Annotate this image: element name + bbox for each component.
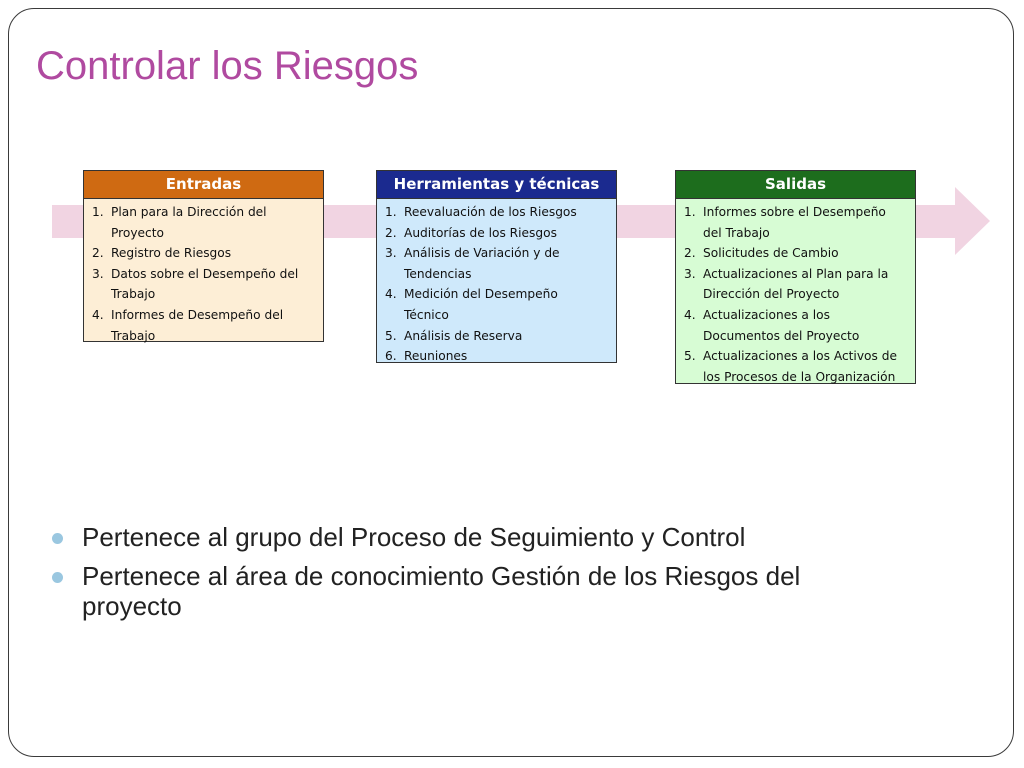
- box-salidas: [675, 170, 916, 384]
- list-item-number: 1.: [684, 205, 696, 219]
- list-item: [684, 202, 909, 243]
- list-item-line: Plan para la Dirección del: [111, 205, 267, 219]
- box-herramientas-header: Herramientas y técnicas: [377, 171, 616, 199]
- list-item-text: [703, 264, 909, 305]
- list-item-text: [111, 243, 317, 264]
- list-item-line: del Trabajo: [703, 225, 770, 240]
- list-item-text: [404, 223, 610, 244]
- list-item-number: 2.: [92, 246, 104, 261]
- slide-title: Controlar los Riesgos: [36, 44, 419, 88]
- list-item-line: Trabajo: [111, 287, 156, 302]
- list-item-line: Actualizaciones a los Activos de: [703, 349, 897, 364]
- list-item-line: Registro de Riesgos: [111, 246, 232, 261]
- bullet-text: Pertenece al grupo del Proceso de Seguimiento y Control: [82, 522, 746, 552]
- list-item-number: 1.: [92, 205, 104, 219]
- list-item-text: [111, 264, 317, 305]
- list-item-number: 4.: [385, 287, 397, 302]
- list-item: [385, 202, 610, 223]
- box-salidas-list: [676, 199, 915, 390]
- box-entradas-header: Entradas: [84, 171, 323, 199]
- list-item-number: 6.: [385, 349, 397, 364]
- list-item-text: [404, 326, 610, 347]
- list-item-text: [703, 202, 909, 243]
- list-item-number: 2.: [684, 246, 696, 261]
- list-item-line: Reevaluación de los Riesgos: [404, 205, 577, 219]
- list-item-line: Medición del Desempeño: [404, 287, 558, 302]
- bullet-item: [52, 561, 952, 621]
- list-item-text: [111, 305, 317, 346]
- list-item: [92, 202, 317, 243]
- list-item: [92, 264, 317, 305]
- list-item-line: Actualizaciones al Plan para la: [703, 266, 889, 281]
- list-item: [92, 305, 317, 346]
- list-item-number: 4.: [92, 307, 104, 322]
- bullet-text: Pertenece al área de conocimiento Gestión de los Riesgos del: [82, 561, 801, 591]
- list-item-text: [404, 243, 610, 284]
- list-item: [385, 284, 610, 325]
- list-item: [385, 346, 610, 367]
- list-item-line: Solicitudes de Cambio: [703, 246, 839, 261]
- list-item-line: los Procesos de la Organización: [703, 369, 896, 384]
- list-item-line: Actualizaciones a los: [703, 307, 830, 322]
- box-herramientas: [376, 170, 617, 363]
- list-item-number: 3.: [684, 266, 696, 281]
- list-item-number: 3.: [385, 246, 397, 261]
- list-item-number: 1.: [385, 205, 397, 219]
- list-item-number: 5.: [385, 328, 397, 343]
- list-item-line: Documentos del Proyecto: [703, 328, 860, 343]
- bullet-dot-icon: [52, 572, 63, 583]
- box-herramientas-list: [377, 199, 616, 370]
- box-entradas: [83, 170, 324, 342]
- list-item-text: [404, 284, 610, 325]
- list-item-line: Técnico: [404, 307, 449, 322]
- list-item-text: [404, 202, 610, 223]
- list-item-number: 4.: [684, 307, 696, 322]
- list-item: [385, 326, 610, 347]
- list-item: [385, 243, 610, 284]
- list-item: [684, 346, 909, 387]
- list-item-number: 5.: [684, 349, 696, 364]
- box-entradas-list: [84, 199, 323, 349]
- list-item-text: [703, 305, 909, 346]
- list-item-number: 3.: [92, 266, 104, 281]
- list-item: [684, 264, 909, 305]
- list-item-line: Trabajo: [111, 328, 156, 343]
- list-item-line: Datos sobre el Desempeño del: [111, 266, 299, 281]
- bullet-text: proyecto: [82, 591, 182, 621]
- bullet-dot-icon: [52, 533, 63, 544]
- list-item-text: [404, 346, 610, 367]
- list-item-line: Informes sobre el Desempeño: [703, 205, 886, 219]
- box-salidas-header: Salidas: [676, 171, 915, 199]
- bullet-item: [52, 522, 952, 552]
- list-item-line: Informes de Desempeño del: [111, 307, 284, 322]
- bullet-list: [52, 522, 952, 630]
- list-item-line: Proyecto: [111, 225, 164, 240]
- list-item-line: Análisis de Reserva: [404, 328, 523, 343]
- list-item: [92, 243, 317, 264]
- list-item-line: Dirección del Proyecto: [703, 287, 840, 302]
- list-item-text: [111, 202, 317, 243]
- list-item-text: [703, 243, 909, 264]
- list-item: [684, 305, 909, 346]
- list-item-number: 2.: [385, 225, 397, 240]
- list-item-line: Análisis de Variación y de: [404, 246, 560, 261]
- list-item: [684, 243, 909, 264]
- list-item-line: Auditorías de los Riesgos: [404, 225, 557, 240]
- list-item-line: Tendencias: [404, 266, 472, 281]
- list-item: [385, 223, 610, 244]
- list-item-line: Reuniones: [404, 349, 468, 364]
- list-item-text: [703, 346, 909, 387]
